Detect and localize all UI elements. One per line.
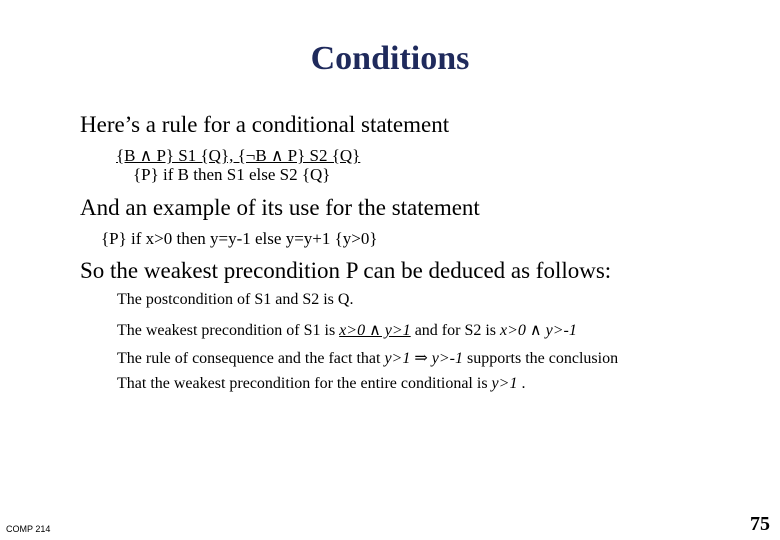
implication: y>1 ⇒ y>-1 (384, 350, 463, 367)
line4-text-c: . (517, 375, 526, 392)
line3-text-a: The rule of consequence and the fact that (117, 350, 385, 367)
deduction-line-postcondition: The postcondition of S1 and S2 is Q. (117, 291, 354, 308)
bullet-rule-intro: Here’s a rule for a conditional statement (80, 112, 450, 137)
slide-title: Conditions (310, 40, 470, 77)
rule-premise: {B ∧ P} S1 {Q}, {¬B ∧ P} S2 {Q} (116, 146, 361, 165)
line2-text-c: and for S2 is (410, 322, 501, 339)
line4-text-a: That the weakest precondition for the entire conditional is (117, 375, 492, 392)
course-code: COMP 214 (6, 524, 51, 534)
deduction-line-s1-s2 (117, 320, 577, 340)
rule-conclusion: {P} if B then S1 else S2 {Q} (133, 165, 331, 184)
s2-precondition: x>0 ∧ y>-1 (500, 322, 577, 339)
deduction-line-conclusion (117, 375, 525, 393)
weakest-precondition: y>1 (491, 375, 518, 392)
line3-text-c: supports the conclusion (462, 350, 619, 367)
bullet-example-intro: And an example of its use for the statement (80, 195, 480, 220)
line2-text-a: The weakest precondition of S1 is (117, 322, 340, 339)
bullet-deduction-intro: So the weakest precondition P can be deduced as follows: (80, 258, 612, 283)
s1-precondition: x>0 ∧ y>1 (339, 322, 411, 339)
page-number: 75 (750, 513, 770, 535)
deduction-line-consequence (117, 348, 618, 368)
example-statement: {P} if x>0 then y=y-1 else y=y+1 {y>0} (101, 229, 378, 248)
